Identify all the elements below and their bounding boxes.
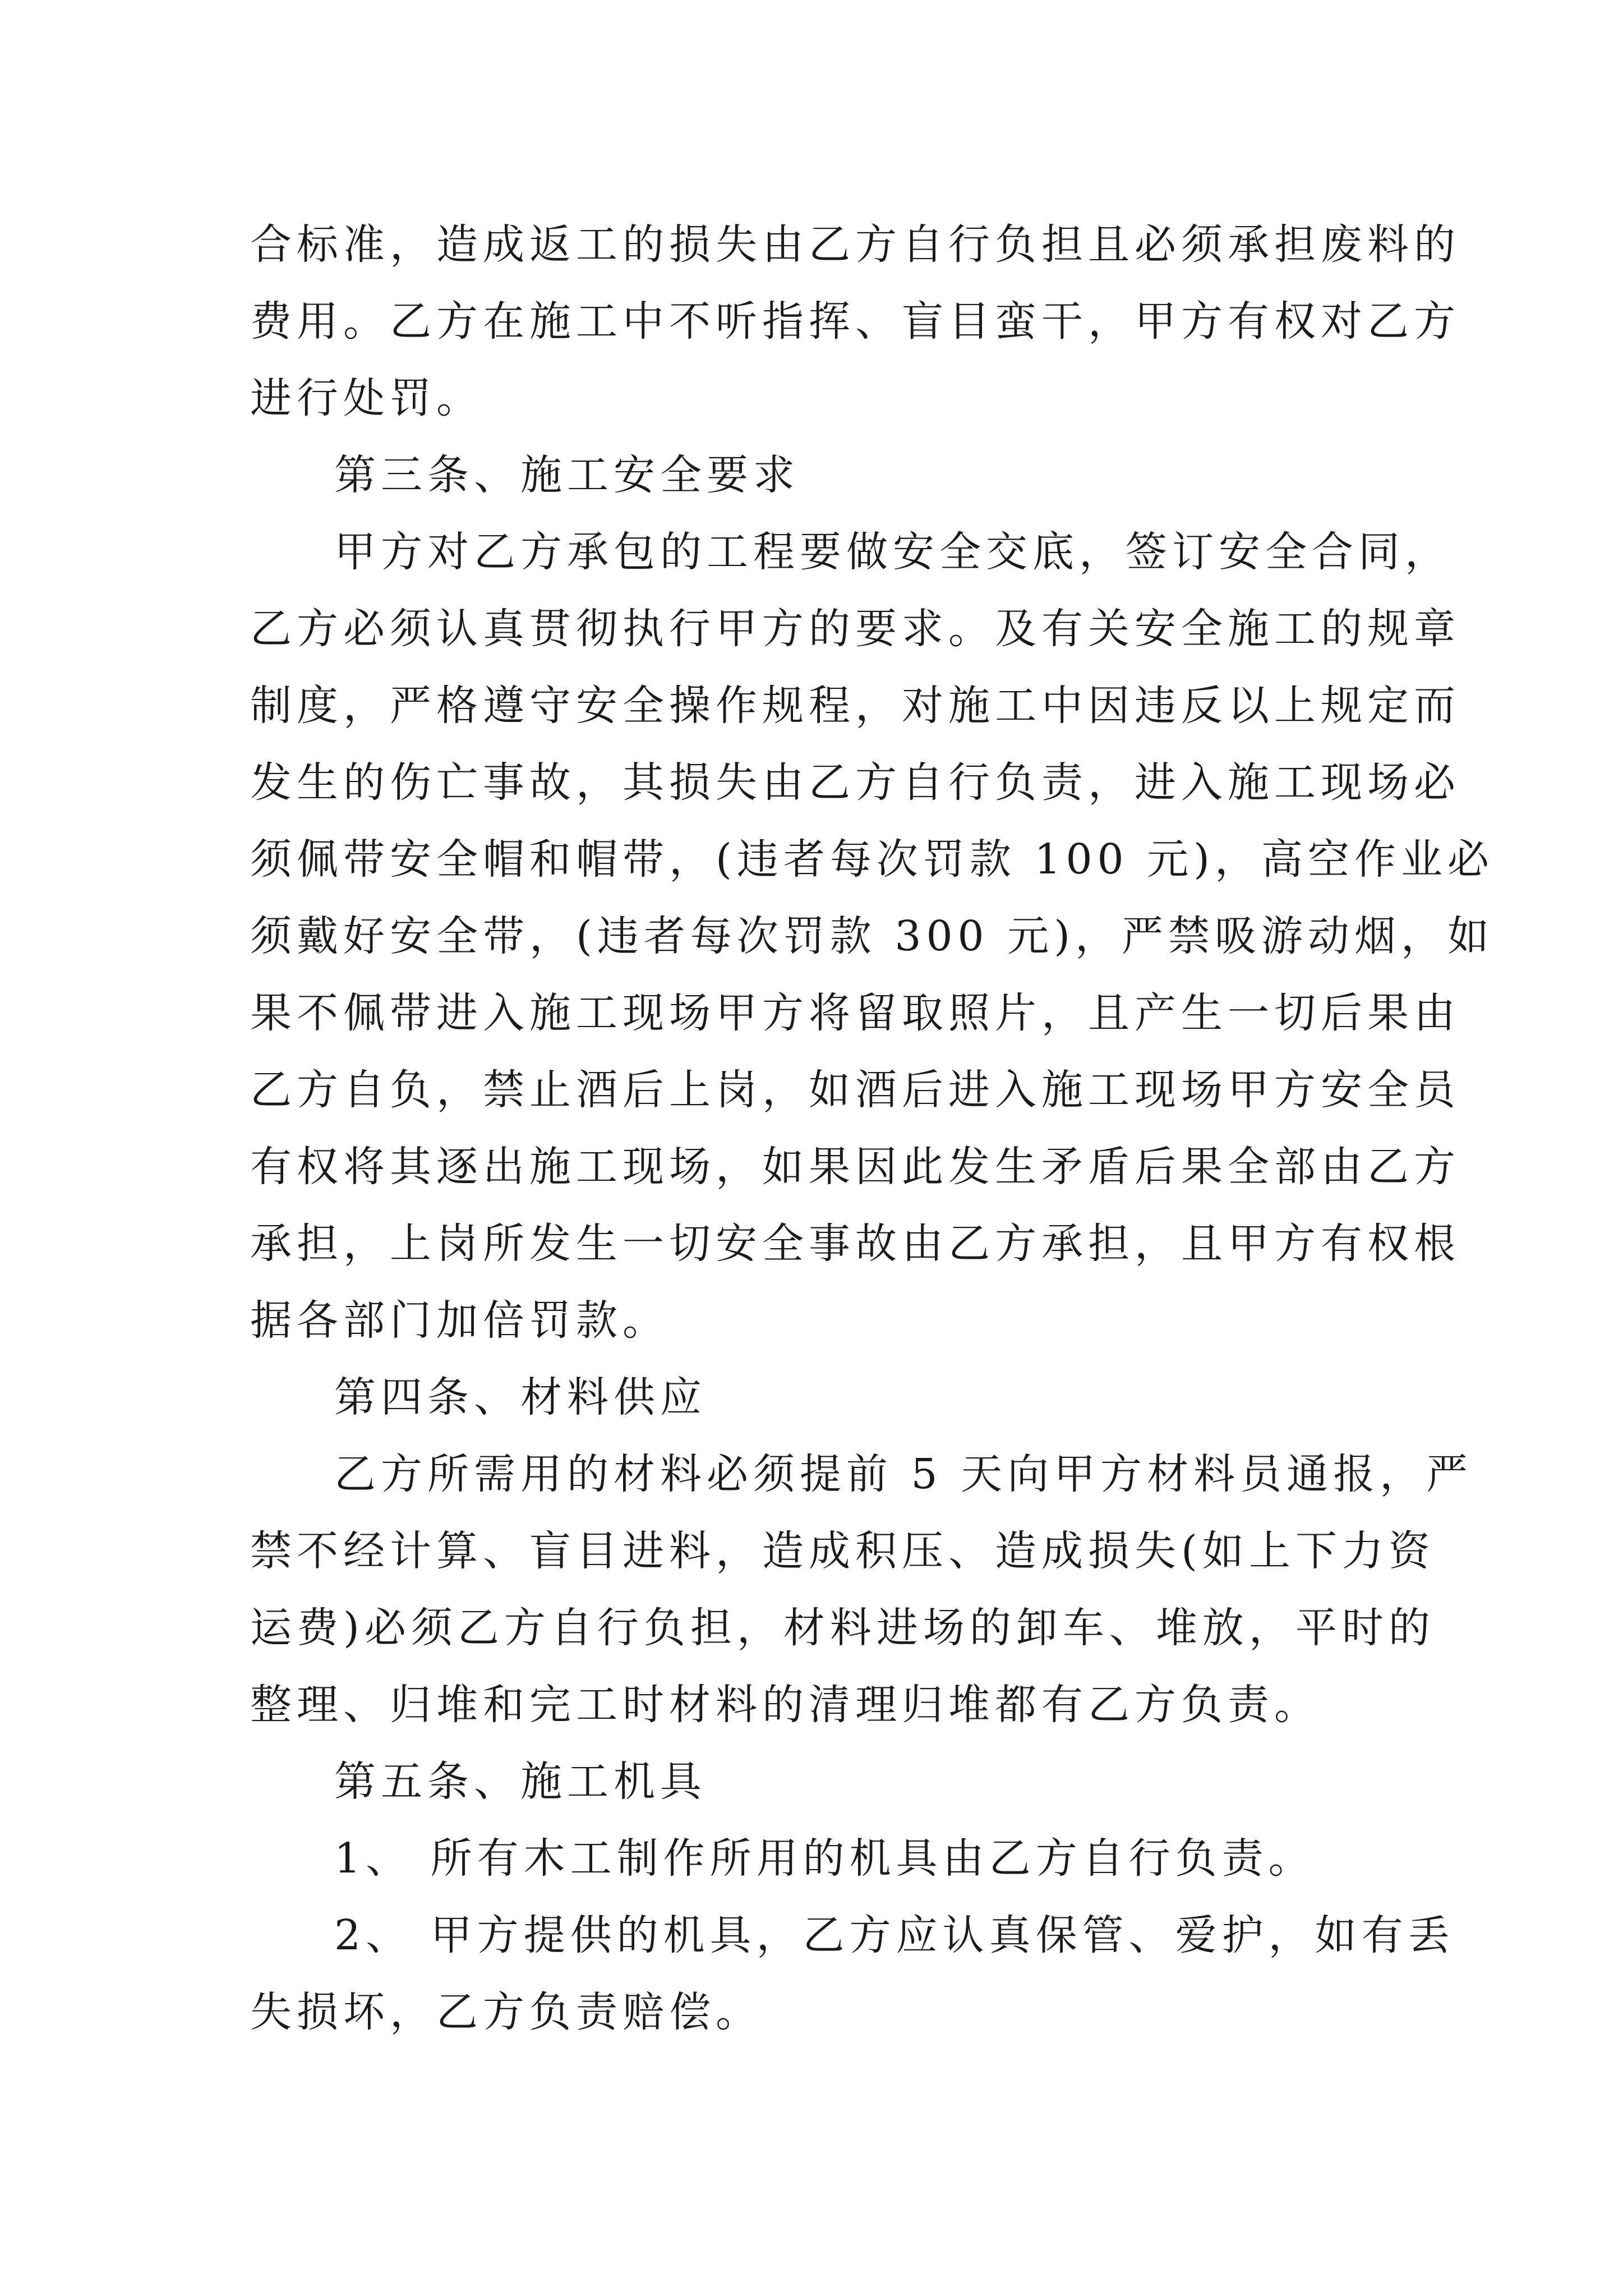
body-line: 失损坏，乙方负责赔偿。 [250, 1988, 762, 2036]
body-line: 乙方所需用的材料必须提前 5 天向甲方材料员通报，严 [334, 1450, 1473, 1498]
body-line: 制度，严格遵守安全操作规程，对施工中因违反以上规定而 [250, 682, 1460, 730]
body-line: 乙方必须认真贯彻执行甲方的要求。及有关安全施工的规章 [250, 605, 1460, 653]
list-item: 1、 所有木工制作所用的机具由乙方自行负责。 [334, 1834, 1315, 1883]
body-line: 整理、归堆和完工时材料的清理归堆都有乙方负责。 [250, 1681, 1321, 1729]
body-line: 承担，上岗所发生一切安全事故由乙方承担，且甲方有权根 [250, 1220, 1460, 1268]
body-line: 费用。乙方在施工中不听指挥、盲目蛮干，甲方有权对乙方 [250, 297, 1460, 346]
body-line: 发生的伤亡事故，其损失由乙方自行负责，进入施工现场必 [250, 758, 1460, 807]
body-line: 须佩带安全帽和帽带，(违者每次罚款 100 元)，高空作业必 [250, 835, 1495, 884]
body-line: 乙方自负，禁止酒后上岗，如酒后进入施工现场甲方安全员 [250, 1066, 1460, 1114]
body-line: 果不佩带进入施工现场甲方将留取照片，且产生一切后果由 [250, 989, 1460, 1037]
section-heading-5: 第五条、施工机具 [334, 1757, 707, 1806]
list-item: 2、 甲方提供的机具，乙方应认真保管、爱护，如有丢 [334, 1911, 1455, 1959]
body-line: 合标准，造成返工的损失由乙方自行负担且必须承担废料的 [250, 220, 1460, 269]
body-line: 进行处罚。 [250, 374, 483, 422]
body-line: 禁不经计算、盲目进料，造成积压、造成损失(如上下力资 [250, 1527, 1435, 1575]
section-heading-3: 第三条、施工安全要求 [334, 451, 800, 499]
document-body [250, 206, 1495, 2051]
section-heading-4: 第四条、材料供应 [334, 1373, 707, 1421]
body-line: 据各部门加倍罚款。 [250, 1296, 669, 1345]
body-line: 运费)必须乙方自行负担，材料进场的卸车、堆放，平时的 [250, 1604, 1435, 1652]
body-line: 甲方对乙方承包的工程要做安全交底，签订安全合同， [334, 528, 1451, 576]
body-line: 有权将其逐出施工现场，如果因此发生矛盾后果全部由乙方 [250, 1143, 1460, 1191]
body-line: 须戴好安全带，(违者每次罚款 300 元)，严禁吸游动烟，如 [250, 912, 1495, 960]
